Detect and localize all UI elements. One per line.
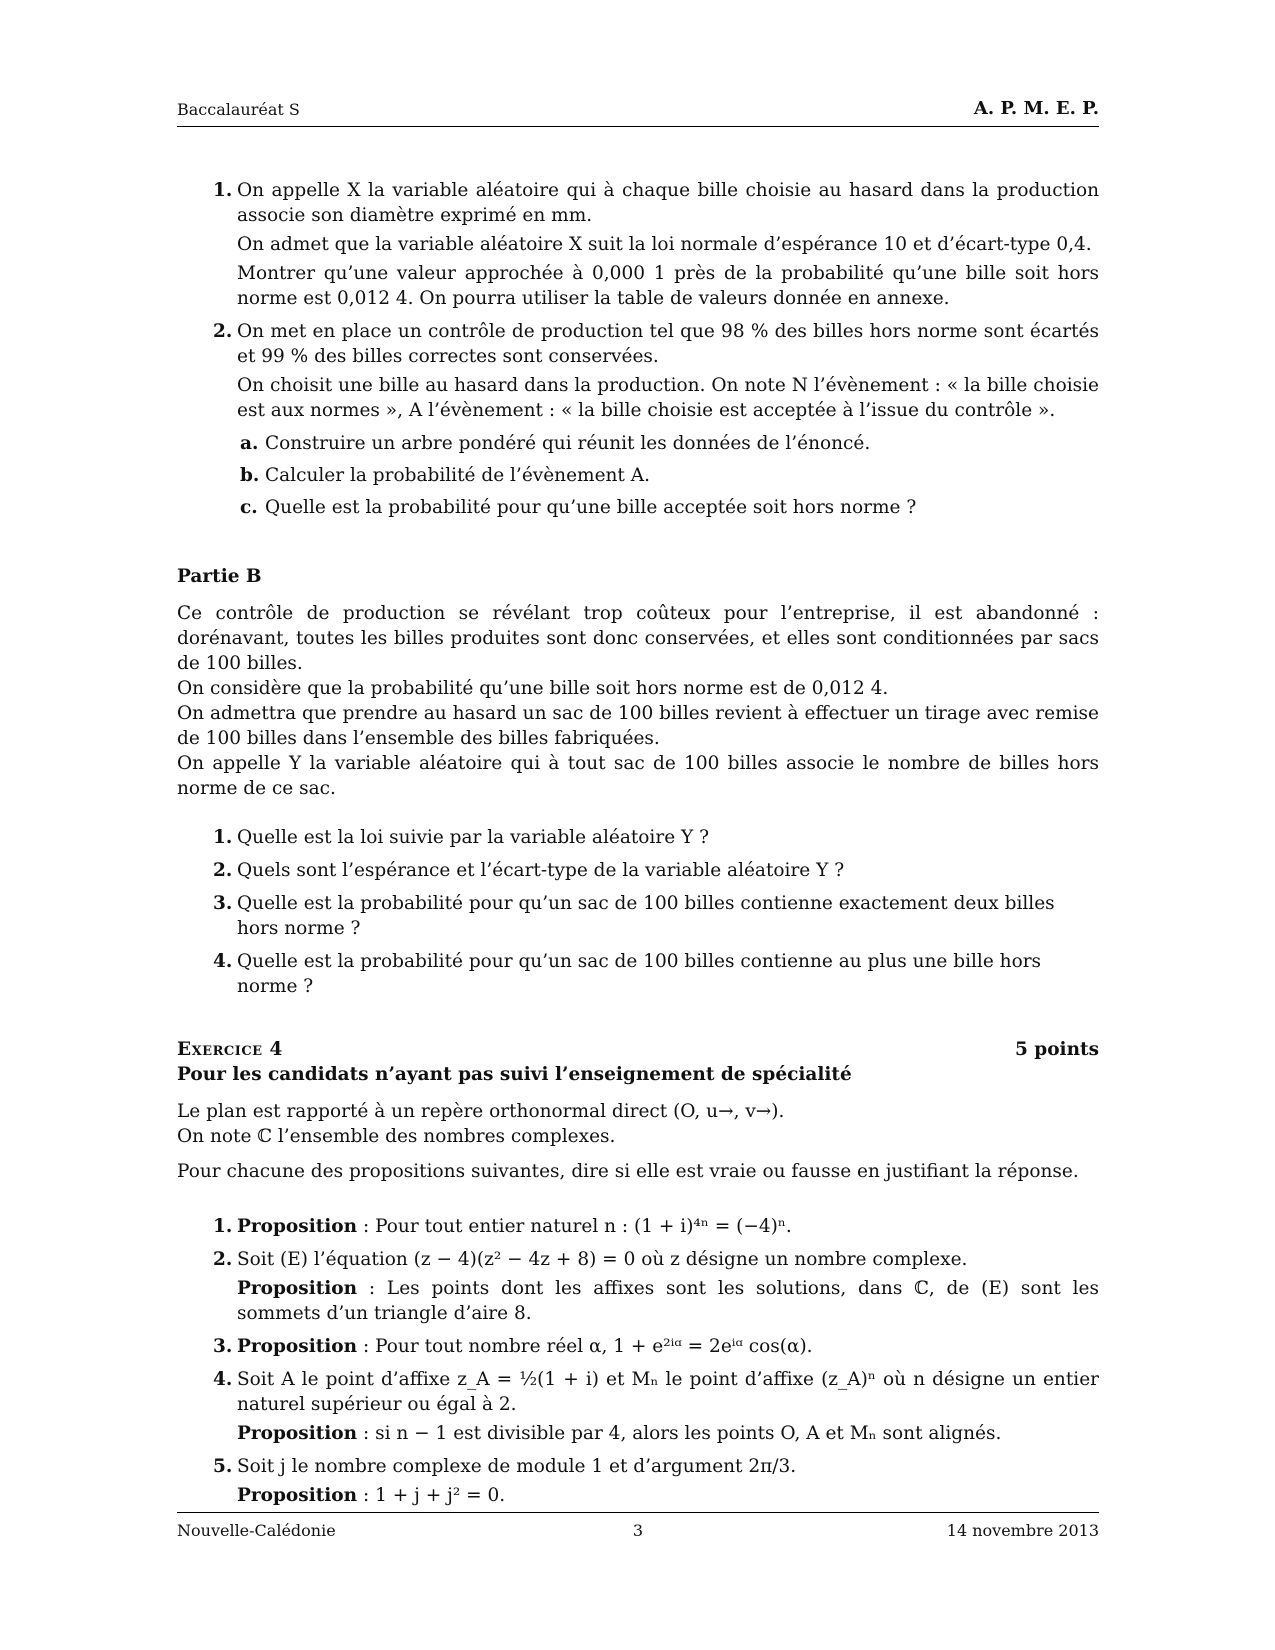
ex4-item-4 — [177, 1367, 1099, 1446]
ex4-item-1 — [177, 1214, 1099, 1239]
item-text: Quels sont l’espérance et l’écart-type de la variable aléatoire Y ? — [237, 860, 845, 881]
page-footer — [177, 1512, 1099, 1543]
exercise-instructions — [177, 1159, 1099, 1184]
item-number: 1. — [213, 180, 233, 201]
item-number: 1. — [213, 1216, 233, 1237]
page-number: 3 — [632, 1521, 644, 1540]
proposition-label: Proposition — [237, 1336, 358, 1357]
paragraph: Pour chacune des propositions suivantes, dire si elle est vraie ou fausse en justifiant la réponse. — [177, 1161, 1079, 1182]
proposition-label: Proposition — [237, 1485, 358, 1506]
proposition-text: : 1 + j + j² = 0. — [357, 1485, 506, 1506]
subitem-text: Calculer la probabilité de l’évènement A. — [265, 465, 650, 486]
partb-item-3 — [177, 891, 1099, 941]
paragraph: On admet que la variable aléatoire X suit la loi normale d’espérance 10 et d’écart-type 0,4. — [237, 234, 1092, 255]
ex4-item-5 — [177, 1454, 1099, 1508]
partb-intro — [177, 601, 1099, 801]
page — [177, 0, 1099, 1650]
exercise-points: 5 points — [1014, 1039, 1099, 1060]
exercise-intro — [177, 1099, 1099, 1149]
header-right: A. P. M. E. P. — [973, 98, 1099, 119]
proposition-text: : si n − 1 est divisible par 4, alors les points O, A et Mₙ sont alignés. — [357, 1423, 1002, 1444]
ex4-item-3 — [177, 1334, 1099, 1359]
parta-subitem-a — [177, 431, 1099, 456]
paragraph: On appelle X la variable aléatoire qui à chaque bille choisie au hasard dans la production associe son diamètre exprimé en mm. — [237, 180, 1099, 226]
partb-item-4 — [177, 949, 1099, 999]
item-text: Soit A le point d’affixe z_A = ½(1 + i) et Mₙ le point d’affixe (z_A)ⁿ où n désigne un entier naturel supérieur ou égal à 2. — [237, 1369, 1099, 1415]
footer-right: 14 novembre 2013 — [946, 1521, 1099, 1540]
subitem-letter: c. — [240, 497, 258, 518]
parta-item-1 — [177, 178, 1099, 311]
subitem-text: Quelle est la probabilité pour qu’une bille acceptée soit hors norme ? — [265, 497, 917, 518]
parta-item-2 — [177, 319, 1099, 423]
item-number: 3. — [213, 893, 233, 914]
item-number: 5. — [213, 1456, 233, 1477]
exercise-title: Exercice 4 — [177, 1039, 283, 1060]
parta-subitem-b — [177, 463, 1099, 488]
paragraph: On admettra que prendre au hasard un sac de 100 billes revient à effectuer un tirage avec remise de 100 billes dans l’ensemble des billes fabriquées. — [177, 703, 1099, 749]
paragraph: On appelle Y la variable aléatoire qui à tout sac de 100 billes associe le nombre de billes hors norme de ce sac. — [177, 753, 1099, 799]
proposition-label: Proposition — [237, 1216, 358, 1237]
proposition-text: : Les points dont les affixes sont les solutions, dans ℂ, de (E) sont les sommets d’un triangle d’aire 8. — [237, 1278, 1099, 1324]
item-number: 1. — [213, 827, 233, 848]
item-text: Quelle est la probabilité pour qu’un sac de 100 billes contienne au plus une bille hors norme ? — [237, 951, 1042, 997]
item-text: Quelle est la probabilité pour qu’un sac de 100 billes contienne exactement deux billes hors norme ? — [237, 893, 1055, 939]
item-text: Soit j le nombre complexe de module 1 et d’argument 2π/3. — [237, 1456, 797, 1477]
item-number: 4. — [213, 951, 233, 972]
item-text: Quelle est la loi suivie par la variable aléatoire Y ? — [237, 827, 710, 848]
partb-list — [177, 825, 1099, 999]
item-number: 4. — [213, 1369, 233, 1390]
header-left: Baccalauréat S — [177, 100, 300, 119]
proposition-label: Proposition — [237, 1423, 358, 1444]
proposition-text: : Pour tout nombre réel α, 1 + e²ⁱᵅ = 2eⁱᵅ cos(α). — [357, 1336, 813, 1357]
item-text: Soit (E) l’équation (z − 4)(z² − 4z + 8) = 0 où z désigne un nombre complexe. — [237, 1249, 968, 1270]
proposition-text: : Pour tout entier naturel n : (1 + i)⁴ⁿ = (−4)ⁿ. — [357, 1216, 792, 1237]
subitem-text: Construire un arbre pondéré qui réunit les données de l’énoncé. — [265, 433, 871, 454]
partb-item-2 — [177, 858, 1099, 883]
paragraph: On choisit une bille au hasard dans la production. On note N l’évènement : « la bille choisie est aux normes », A l’évènement : « la bille choisie est acceptée à l’issue du contrôle ». — [237, 375, 1099, 421]
item-number: 2. — [213, 321, 233, 342]
exercise-subtitle: Pour les candidats n’ayant pas suivi l’enseignement de spécialité — [177, 1064, 852, 1085]
item-number: 2. — [213, 1249, 233, 1270]
parta-subitem-c — [177, 495, 1099, 520]
partb-title: Partie B — [177, 566, 262, 587]
item-number: 2. — [213, 860, 233, 881]
paragraph: Le plan est rapporté à un repère orthonormal direct (O, u→, v→). — [177, 1101, 785, 1122]
subitem-letter: b. — [240, 465, 260, 486]
proposition-label: Proposition — [237, 1278, 358, 1299]
item-number: 3. — [213, 1336, 233, 1357]
partb-item-1 — [177, 825, 1099, 850]
paragraph: Ce contrôle de production se révélant trop coûteux pour l’entreprise, il est abandonné : dorénavant, toutes les billes produites sont donc conservées, et elles sont conditionnées par sacs de 100 billes. — [177, 603, 1099, 674]
paragraph: On considère que la probabilité qu’une bille soit hors norme est de 0,012 4. — [177, 678, 889, 699]
footer-left: Nouvelle-Calédonie — [177, 1521, 336, 1540]
page-header — [177, 98, 1099, 127]
content — [177, 178, 1099, 1516]
paragraph: On met en place un contrôle de production tel que 98 % des billes hors norme sont écartés et 99 % des billes correctes sont conservées. — [237, 321, 1099, 367]
paragraph: Montrer qu’une valeur approchée à 0,000 1 près de la probabilité qu’une bille soit hors norme est 0,012 4. On pourra utiliser la table de valeurs donnée en annexe. — [237, 263, 1099, 309]
exercise-header — [177, 1037, 1099, 1062]
paragraph: On note ℂ l’ensemble des nombres complexes. — [177, 1126, 616, 1147]
ex4-item-2 — [177, 1247, 1099, 1326]
subitem-letter: a. — [240, 433, 259, 454]
